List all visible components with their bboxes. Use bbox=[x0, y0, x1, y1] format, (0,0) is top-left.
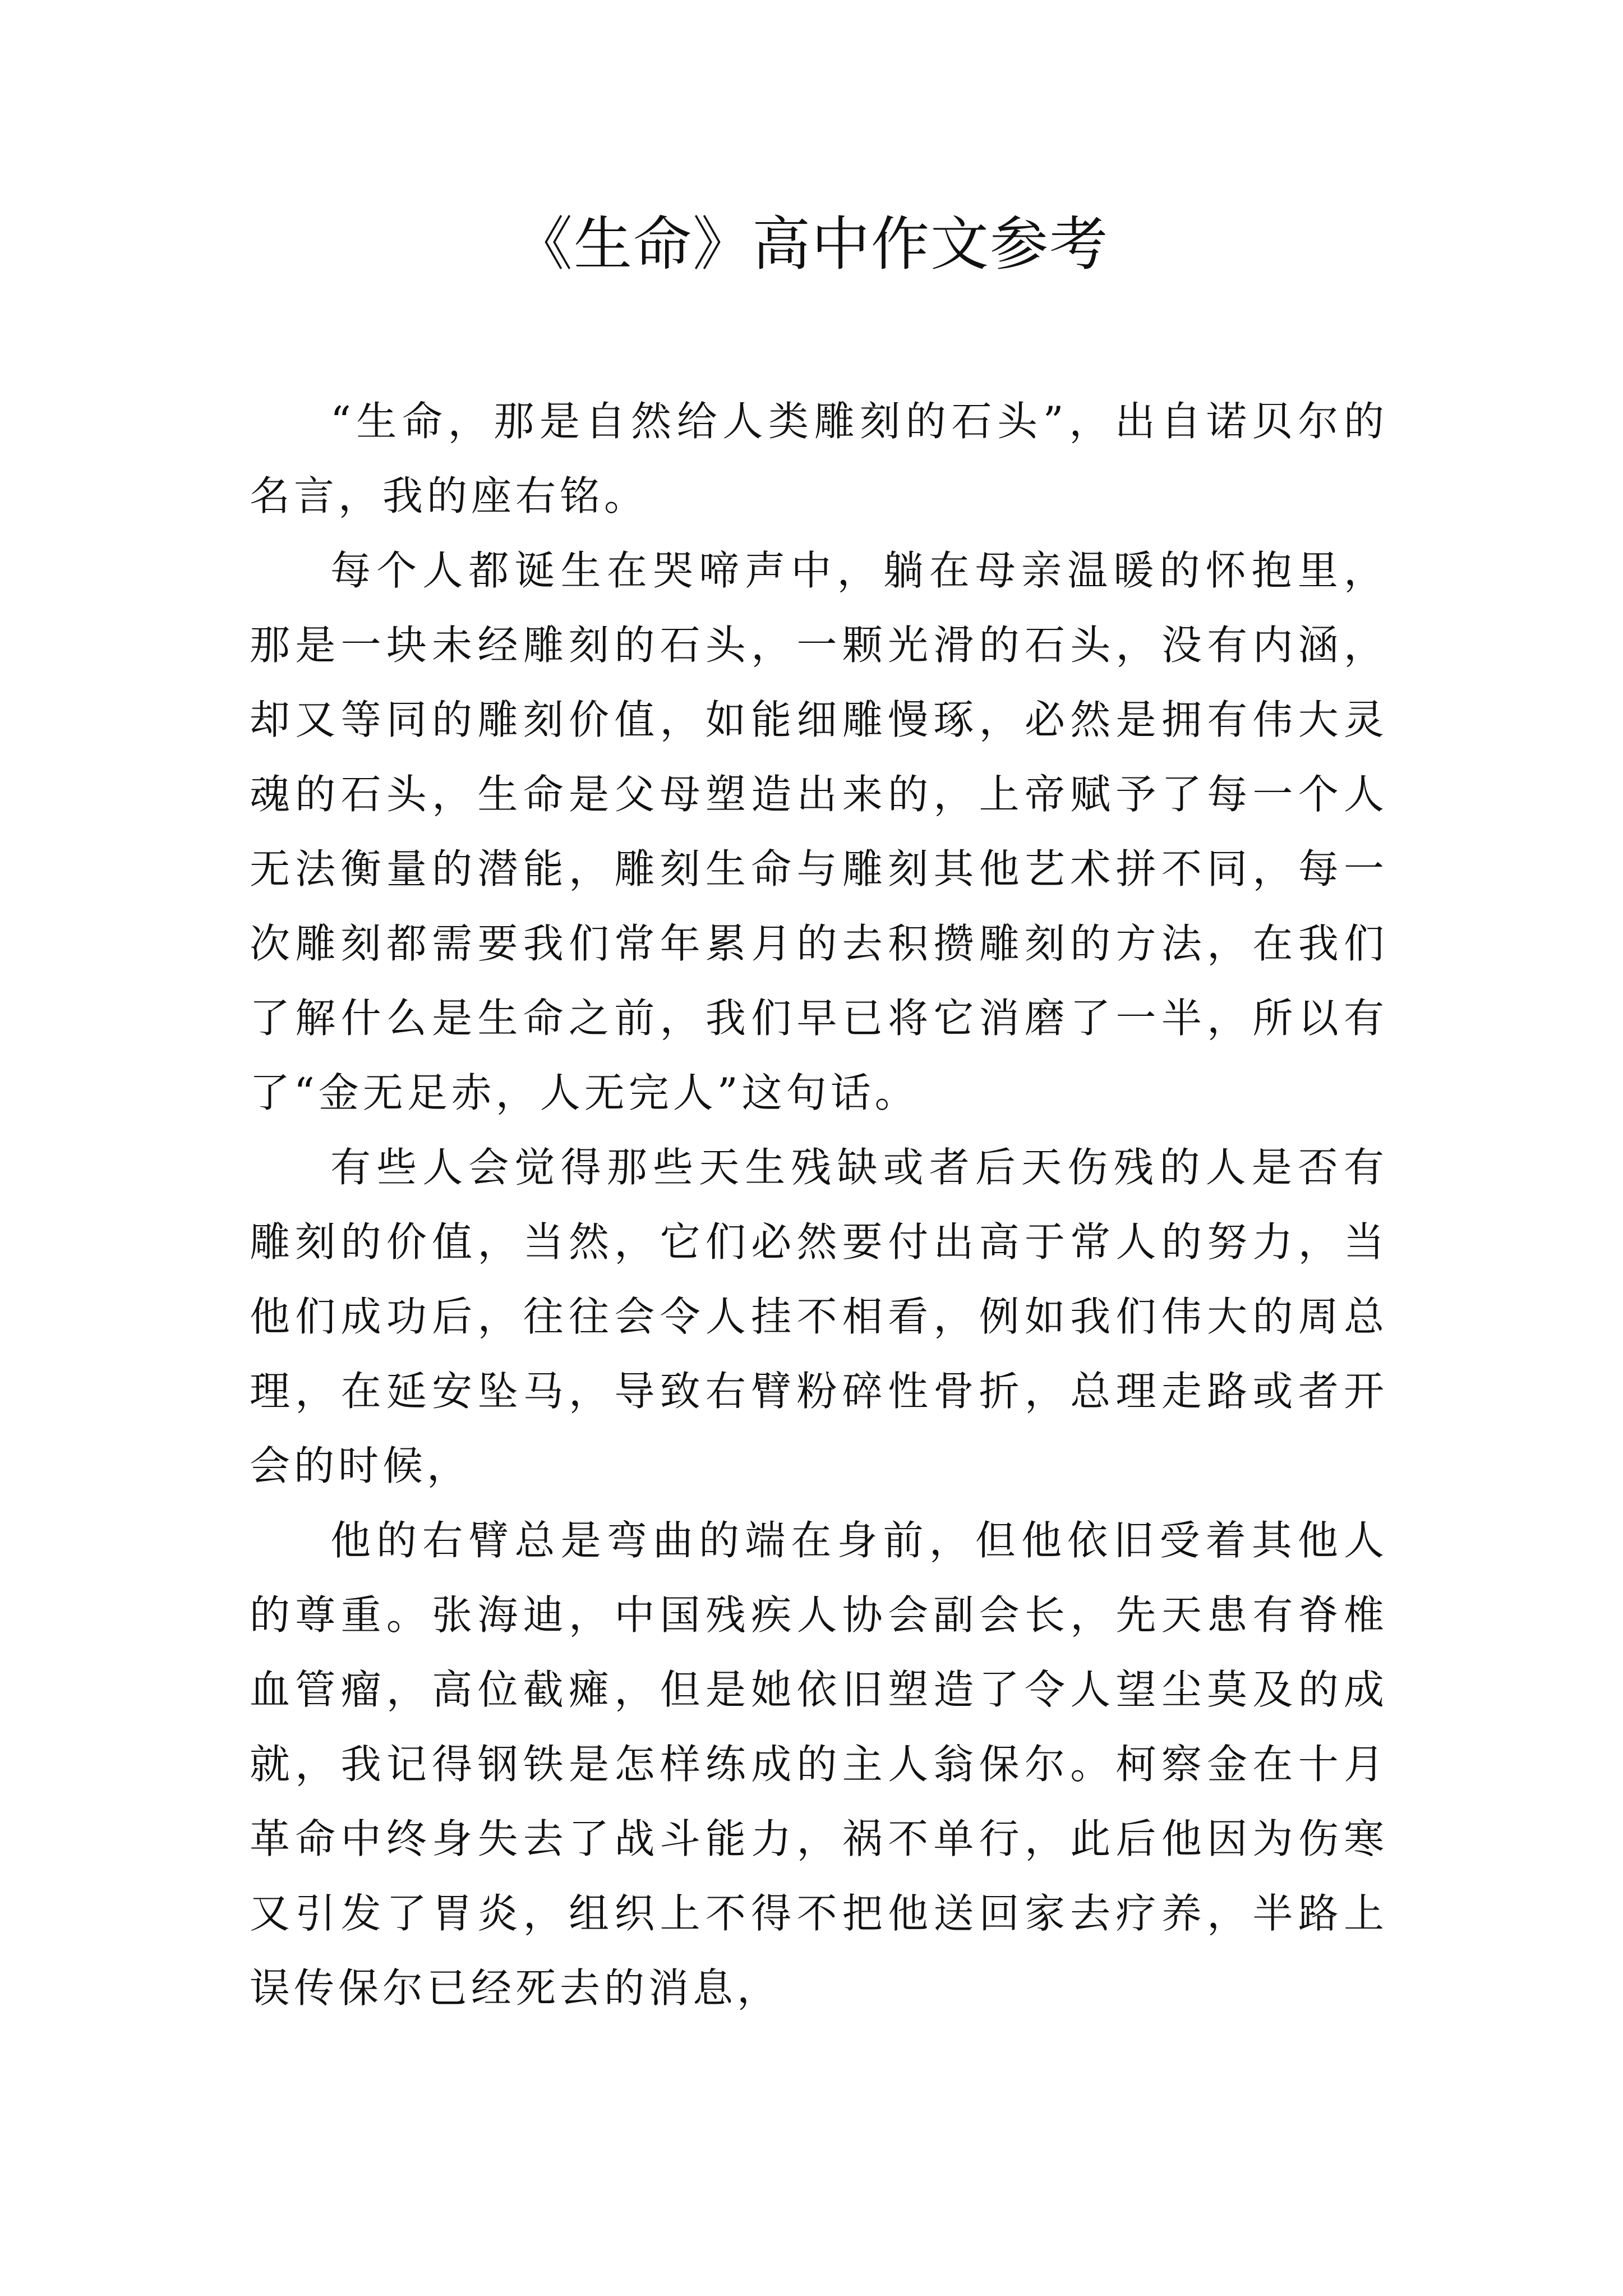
paragraph-1: “生命，那是自然给人类雕刻的石头”，出自诺贝尔的名言，我的座右铭。 bbox=[250, 398, 1388, 519]
document-body bbox=[250, 384, 1388, 2026]
document-title: 《生命》高中作文参考 bbox=[514, 210, 1109, 278]
paragraph-3: 有些人会觉得那些天生残缺或者后天伤残的人是否有雕刻的价值，当然，它们必然要付出高于常人的努力，当他们成功后，往往会令人挂不相看，例如我们伟大的周总理，在延安坠马，导致右臂粉碎性骨折，总理走路或者开会的时候， bbox=[250, 1144, 1388, 1489]
paragraph-4: 他的右臂总是弯曲的端在身前，但他依旧受着其他人的尊重。张海迪，中国残疾人协会副会长，先天患有脊椎血管瘤，高位截瘫，但是她依旧塑造了令人望尘莫及的成就，我记得钢铁是怎样练成的主人翁保尔。柯察金在十月革命中终身失去了战斗能力，祸不单行，此后他因为伤寒又引发了胃炎，组织上不得不把他送回家去疗养，半路上误传保尔已经死去的消息， bbox=[250, 1517, 1388, 2012]
paragraph-2: 每个人都诞生在哭啼声中，躺在母亲温暖的怀抱里，那是一块未经雕刻的石头，一颗光滑的石头，没有内涵，却又等同的雕刻价值，如能细雕慢琢，必然是拥有伟大灵魂的石头，生命是父母塑造出来的，上帝赋予了每一个人无法衡量的潜能，雕刻生命与雕刻其他艺术拼不同，每一次雕刻都需要我们常年累月的去积攒雕刻的方法，在我们了解什么是生命之前，我们早已将它消磨了一半，所以有了“金无足赤，人无完人”这句话。 bbox=[250, 547, 1388, 1116]
